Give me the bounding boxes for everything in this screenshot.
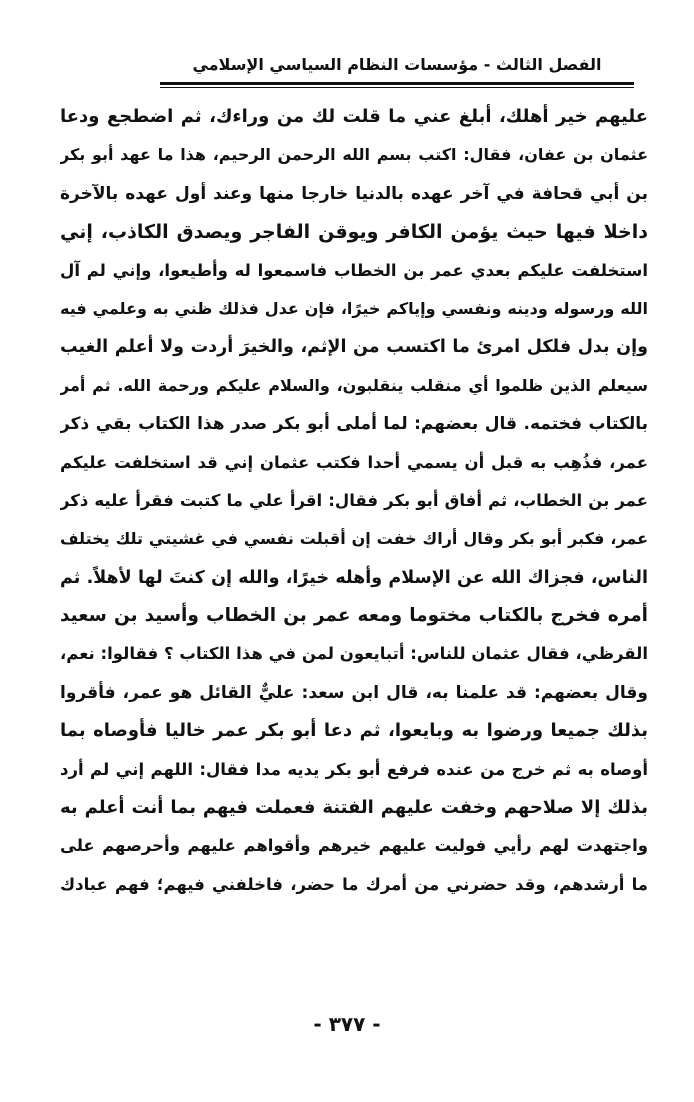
text-line: داخلا فيها حيث يؤمن الكافر ويوقن الفاجر ويصدق الكاذب، إني <box>60 221 648 244</box>
text-line: ما أرشدهم، وقد حضرني من أمرك ما حضر، فاخلفني فيهم؛ فهم عبادك <box>60 874 648 894</box>
text-line: واجتهدت لهم رأيي فوليت عليهم خيرهم وأقواهم عليهم وأحرصهم على <box>60 836 648 856</box>
text-line: أمره فخرج بالكتاب مختوما ومعه عمر بن الخطاب وأسيد بن سعيد <box>60 605 648 627</box>
chapter-title: الفصل الثالث - مؤسسات النظام السياسي الإسلامي <box>192 55 602 74</box>
text-line: بذلك جميعا ورضوا به وبايعوا، ثم دعا أبو بكر عمر خاليا فأوصاه بما <box>60 720 648 742</box>
text-line: سيعلم الذين ظلموا أي منقلب ينقلبون، والسلام عليكم ورحمة الله. ثم أمر <box>60 375 648 395</box>
text-line: بالكتاب فختمه. قال بعضهم: لما أملى أبو بكر صدر هذا الكتاب بقي ذكر <box>60 414 648 435</box>
text-line: عثمان بن عفان، فقال: اكتب بسم الله الرحمن الرحيم، هذا ما عهد أبو بكر <box>60 145 648 165</box>
text-line: عمر بن الخطاب، ثم أفاق أبو بكر فقال: اقرأ علي ما كتبت فقرأ عليه ذكر <box>60 490 648 510</box>
text-line: عمر، فكبر أبو بكر وقال أراك خفت إن أقبلت نفسي في غشيتي تلك يختلف <box>60 529 648 549</box>
text-line: بذلك إلا صلاحهم وخفت عليهم الفتنة فعملت فيهم بما أنت أعلم به <box>60 797 648 819</box>
body-text <box>60 98 648 904</box>
text-line: أوصاه به ثم خرج من عنده فرفع أبو بكر يديه مدا فقال: اللهم إني لم أرد <box>60 759 648 779</box>
text-line: استخلفت عليكم بعدي عمر بن الخطاب فاسمعوا له وأطيعوا، وإني لم آل <box>60 260 648 280</box>
text-line: بن أبي قحافة في آخر عهده بالدنيا خارجا منها وعند أول عهده بالآخرة <box>60 183 648 204</box>
text-line: عليهم خير أهلك، أبلغ عني ما قلت لك من وراءك، ثم اضطجع ودعا <box>60 106 648 127</box>
text-line: عمر، فذُهِب به قبل أن يسمي أحدا فكتب عثمان إني قد استخلفت عليكم <box>60 452 648 472</box>
page-footer <box>0 1012 694 1036</box>
page-number: - ٣٧٧ - <box>313 1012 381 1036</box>
text-line: وقال بعضهم: قد علمنا به، قال ابن سعد: عليٌّ القائل هو عمر، فأقروا <box>60 682 648 703</box>
text-line: الله ورسوله ودينه ونفسي وإياكم خيرًا، فإن عدل فذلك ظني به وعلمي فيه <box>60 298 648 318</box>
header-rule-secondary <box>160 87 634 88</box>
running-header <box>160 52 634 86</box>
header-rule <box>160 82 634 85</box>
text-line: وإن بدل فلكل امرئ ما اكتسب من الإثم، والخيرَ أردت ولا أعلم الغيب <box>60 337 648 358</box>
text-line: القرظي، فقال عثمان للناس: أتبايعون لمن في هذا الكتاب ؟ فقالوا: نعم، <box>60 644 648 664</box>
text-line: الناس، فجزاك الله عن الإسلام وأهله خيرًا، والله إن كنتَ لها لأهلاً. ثم <box>60 567 648 588</box>
